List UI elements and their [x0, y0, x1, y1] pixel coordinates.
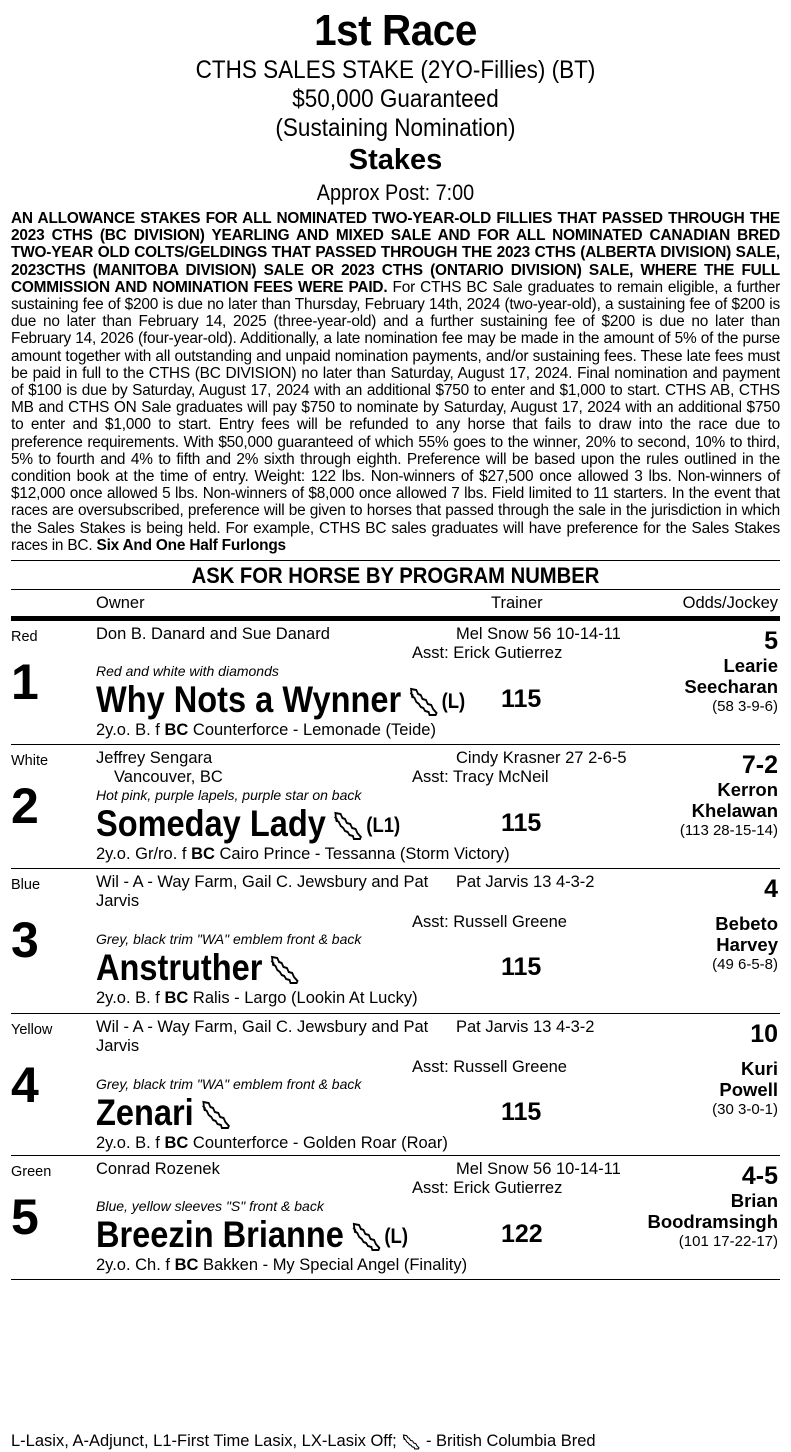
breeding: [96, 845, 510, 864]
program-number: 5: [11, 1189, 39, 1246]
entry-row: [11, 1014, 780, 1156]
horse-name-row: [96, 948, 299, 988]
race-purse: $50,000 Guaranteed: [292, 85, 499, 113]
british-columbia-icon: [351, 1222, 381, 1252]
ask-banner-box: [11, 560, 780, 589]
race-title: 1st Race: [314, 6, 477, 55]
breeding-state: BC: [191, 845, 215, 864]
column-header: [11, 590, 780, 616]
owner-name: Wil - A - Way Farm, Gail C. Jewsbury and Pat: [96, 1018, 429, 1037]
owner-name: Conrad Rozenek: [96, 1160, 220, 1179]
silks-description: Blue, yellow sleeves "S" front & back: [96, 1198, 324, 1215]
race-name: CTHS SALES STAKE (2YO-Fillies) (BT): [195, 56, 596, 84]
breeding-state: BC: [174, 1256, 199, 1275]
race-nomination: (Sustaining Nomination): [275, 114, 516, 142]
silks-description: Hot pink, purple lapels, purple star on back: [96, 787, 362, 804]
breeding: [96, 721, 436, 740]
owner-name-cont: Jarvis: [96, 892, 140, 911]
assistant-trainer: Asst: Erick Gutierrez: [412, 644, 563, 663]
breeding: [96, 989, 418, 1008]
breeding-age-sex: 2y.o. Gr/ro. f: [96, 845, 192, 864]
jockey-record: (58 3-9-6): [712, 698, 778, 716]
breeding-age-sex: 2y.o. B. f: [96, 721, 165, 740]
breeding-state: BC: [164, 1134, 189, 1153]
horse-name-row: [96, 1093, 231, 1133]
conditions-body: For CTHS BC Sale graduates to remain eligible, a further sustaining fee of $200 is due no later than Thursday, February 14th, 2024 (two-year-old), a sustaining fee of $200 is due no later than February 14, 2025 (three-year-old) and a further sustaining fee of $200 is due no later than February 14, 2026 (four-year-old). Additionally, a late nomination fee may be made in the amount of 5% of the purse amount together with all outstanding and unpaid nomination payments, and/or sustaining fees. These late fees must be paid in full to the CTHS (BC DIVISION) no later than Saturday, August 17, 2024. Final nomination and payment of $100 is due by Saturday, August 17, 2024 with an additional $750 to enter and $1,000 to start. CTHS AB, CTHS MB and CTHS ON Sale graduates will pay $750 to nominate by Saturday, August 17, 2024 with an additional $750 to enter and $1,000 to start. Entry fees will be refunded to any horse that fails to draw into the race due to preference requirements. With $50,000 guaranteed of which 55% goes to the winner, 20% to second, 10% to third, 5% to fourth and 4% to fifth and 2% sixth through eighth. Preference will be based upon the rules outlined in the condition book at the time of entry. Weight: 122 lbs. Non-winners of $27,500 once allowed 3 lbs. Non-winners of $12,000 once allowed 5 lbs. Non-winners of $8,000 once allowed 7 lbs. Field limited to 11 starters. In the event that races are oversubscribed, preference will be given to horses that passed through the sale in the jurisdiction in which the Sales Stakes is being held. For example, CTHS BC sales graduates will have preference for the Sales Stakes races in BC.: [11, 278, 781, 554]
trainer-name: Pat Jarvis 13 4-3-2: [456, 1018, 595, 1037]
jockey-last-name: Khelawan: [691, 800, 778, 822]
horse-name: Zenari: [96, 1092, 194, 1134]
jockey-first-name: Bebeto: [715, 913, 778, 935]
owner-column-header: Owner: [96, 594, 145, 613]
horse-name: Anstruther: [96, 947, 263, 989]
owner-name: Wil - A - Way Farm, Gail C. Jewsbury and Pat: [96, 873, 429, 892]
breeding-state: BC: [164, 721, 189, 740]
morning-line-odds: 7-2: [741, 751, 778, 780]
breeding-pedigree: Cairo Prince - Tessanna (Storm Victory): [214, 845, 510, 864]
jockey-first-name: Learie: [723, 655, 778, 677]
owner-name: Don B. Danard and Sue Danard: [96, 625, 330, 644]
program-number: 1: [11, 654, 39, 711]
british-columbia-icon: [269, 955, 299, 985]
weight: 115: [501, 953, 542, 982]
jockey-record: (113 28-15-14): [679, 822, 778, 840]
owner-location: Vancouver, BC: [114, 768, 223, 787]
morning-line-odds: 4: [764, 875, 778, 904]
owner-name: Jeffrey Sengara: [96, 749, 213, 768]
silks-description: Grey, black trim "WA" emblem front & back: [96, 1076, 362, 1093]
weight: 115: [501, 1098, 542, 1127]
jockey-record: (49 6-5-8): [712, 956, 778, 974]
breeding-age-sex: 2y.o. Ch. f: [96, 1256, 175, 1275]
morning-line-odds: 4-5: [741, 1162, 778, 1191]
jockey-first-name: Kerron: [717, 779, 778, 801]
british-columbia-icon: [408, 687, 438, 717]
medication: (L): [384, 1225, 408, 1249]
legend: [11, 1432, 596, 1451]
trainer-column-header: Trainer: [491, 594, 543, 613]
legend-bc-text: - British Columbia Bred: [421, 1432, 596, 1450]
breeding-pedigree: Ralis - Largo (Lookin At Lucky): [188, 989, 418, 1008]
jockey-first-name: Brian: [730, 1190, 778, 1212]
trainer-name: Pat Jarvis 13 4-3-2: [456, 873, 595, 892]
weight: 122: [501, 1220, 543, 1249]
trainer-name: Mel Snow 56 10-14-11: [456, 625, 621, 644]
entry-row: [11, 621, 780, 745]
program-number: 3: [11, 912, 39, 969]
ask-banner: ASK FOR HORSE BY PROGRAM NUMBER: [191, 563, 600, 589]
jockey-last-name: Boodramsingh: [647, 1211, 778, 1233]
race-header: [0, 6, 791, 207]
silks-description: Grey, black trim "WA" emblem front & back: [96, 931, 362, 948]
breeding-age-sex: 2y.o. B. f: [96, 1134, 165, 1153]
medication: (L): [441, 690, 466, 714]
horse-name-row: [96, 680, 465, 722]
owner-name-cont: Jarvis: [96, 1037, 140, 1056]
silks-description: Red and white with diamonds: [96, 663, 279, 680]
breeding: [96, 1256, 467, 1275]
race-distance: Six And One Half Furlongs: [96, 536, 286, 554]
assistant-trainer: Asst: Russell Greene: [412, 913, 567, 932]
legend-text: L-Lasix, A-Adjunct, L1-First Time Lasix, LX-Lasix Off;: [11, 1432, 397, 1450]
trainer-name: Mel Snow 56 10-14-11: [456, 1160, 621, 1179]
entry-row: [11, 1156, 780, 1280]
breeding-pedigree: Counterforce - Golden Roar (Roar): [188, 1134, 448, 1153]
race-type: Stakes: [348, 144, 443, 176]
saddle-cloth-color: Red: [11, 629, 38, 646]
horse-name: Breezin Brianne: [96, 1214, 344, 1256]
jockey-last-name: Seecharan: [684, 676, 778, 698]
weight: 115: [501, 685, 542, 714]
saddle-cloth-color: Blue: [11, 877, 41, 894]
jockey-record: (101 17-22-17): [678, 1233, 778, 1251]
breeding-pedigree: Counterforce - Lemonade (Teide): [188, 721, 436, 740]
post-time: Approx Post: 7:00: [316, 180, 475, 205]
assistant-trainer: Asst: Erick Gutierrez: [412, 1179, 563, 1198]
saddle-cloth-color: Green: [11, 1164, 52, 1181]
breeding-age-sex: 2y.o. B. f: [96, 989, 165, 1008]
saddle-cloth-color: Yellow: [11, 1022, 53, 1039]
jockey-first-name: Kuri: [741, 1058, 778, 1080]
horse-name-row: [96, 1215, 408, 1257]
program-number: 2: [11, 778, 39, 835]
jockey-last-name: Powell: [719, 1079, 778, 1101]
entry-row: [11, 745, 780, 869]
odds-jockey-column-header: Odds/Jockey: [682, 594, 778, 613]
assistant-trainer: Asst: Tracy McNeil: [412, 768, 549, 787]
horse-name-row: [96, 804, 400, 846]
medication: (L1): [366, 814, 401, 838]
entries-list: [0, 621, 791, 1280]
race-conditions: [0, 210, 791, 554]
conditions-intro: AN ALLOWANCE STAKES FOR ALL NOMINATED TWO-YEAR-OLD FILLIES THAT PASSED THROUGH THE 2023 CTHS (BC DIVISION) YEARLING AND MIXED SALE AND FOR ALL NOMINATED CANADIAN BRED TWO-YEAR OLD COLTS/GELDINGS THAT PASSED THROUGH THE 2023 CTHS (ALBERTA DIVISION) SALE, 2023CTHS (MANITOBA DIVISION) SALE OR 2023 CTHS (ONTARIO DIVISION) SALE, WHERE THE FULL COMMISSION AND NOMINATION FEES WERE PAID.: [11, 210, 780, 296]
program-number: 4: [11, 1057, 39, 1114]
jockey-record: (30 3-0-1): [712, 1101, 778, 1119]
trainer-name: Cindy Krasner 27 2-6-5: [456, 749, 627, 768]
horse-name: Why Nots a Wynner: [96, 679, 402, 721]
morning-line-odds: 5: [764, 627, 778, 656]
entry-row: [11, 869, 780, 1014]
british-columbia-icon: [401, 1434, 421, 1450]
saddle-cloth-color: White: [11, 753, 49, 770]
horse-name: Someday Lady: [96, 803, 326, 845]
breeding-state: BC: [164, 989, 189, 1008]
breeding-pedigree: Bakken - My Special Angel (Finality): [198, 1256, 468, 1275]
weight: 115: [501, 809, 542, 838]
assistant-trainer: Asst: Russell Greene: [412, 1058, 567, 1077]
breeding: [96, 1134, 448, 1153]
british-columbia-icon: [333, 811, 363, 841]
jockey-last-name: Harvey: [716, 934, 778, 956]
british-columbia-icon: [201, 1100, 231, 1130]
morning-line-odds: 10: [750, 1020, 778, 1049]
